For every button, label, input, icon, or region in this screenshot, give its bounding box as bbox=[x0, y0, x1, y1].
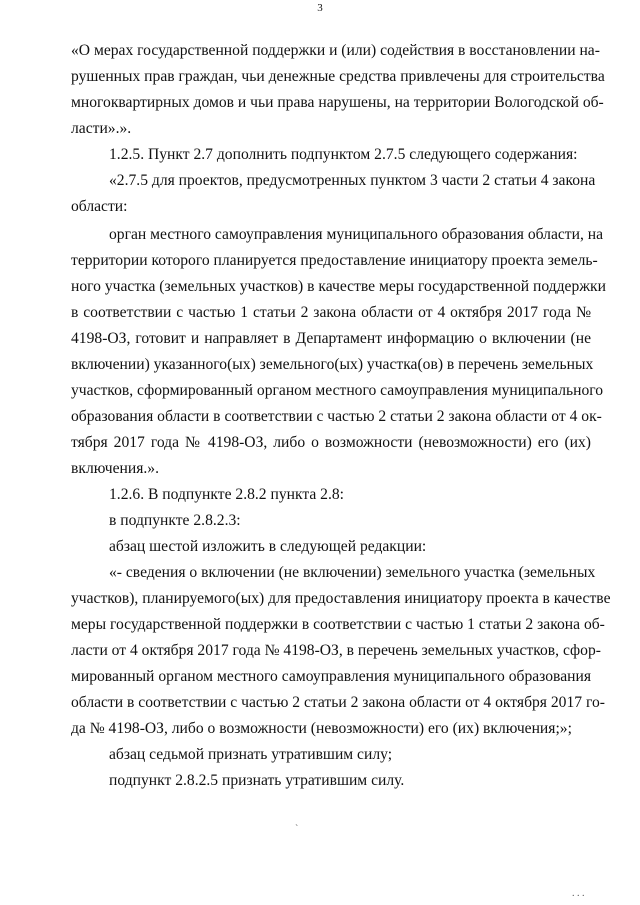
scan-mark: ` bbox=[295, 824, 299, 835]
text-line: включении) указанного(ых) земельного(ых) участка(ов) в перечень земельных bbox=[71, 356, 594, 373]
text-line: да № 4198-ОЗ, либо о возможности (невозможности) его (их) включения;»; bbox=[71, 720, 572, 737]
text-line: территории которого планируется предоставление инициатору проекта земель- bbox=[71, 252, 598, 269]
text-line: области в соответствии с частью 2 статьи 2 закона области от 4 октября 2017 го- bbox=[71, 694, 605, 711]
text-line: области: bbox=[71, 198, 128, 215]
text-line: ласти».». bbox=[71, 120, 132, 137]
text-line: тября 2017 года № 4198-ОЗ, либо о возможности (невозможности) его (их) bbox=[71, 434, 591, 451]
text-line: 1.2.5. Пункт 2.7 дополнить подпунктом 2.7.5 следующего содержания: bbox=[109, 146, 578, 163]
text-line: в подпункте 2.8.2.3: bbox=[109, 512, 241, 529]
text-line: 1.2.6. В подпункте 2.8.2 пункта 2.8: bbox=[109, 486, 344, 503]
text-line: меры государственной поддержки в соответствии с частью 1 статьи 2 закона об- bbox=[71, 616, 605, 633]
text-line: образования области в соответствии с частью 2 статьи 2 закона области от 4 ок- bbox=[71, 408, 602, 425]
text-line: мированный органом местного самоуправления муниципального образования bbox=[71, 668, 591, 685]
text-line: подпункт 2.8.2.5 признать утратившим силу. bbox=[109, 772, 405, 789]
text-line: орган местного самоуправления муниципального образования области, на bbox=[109, 226, 604, 243]
scan-dots: . . . bbox=[572, 888, 585, 899]
text-line: ласти от 4 октября 2017 года № 4198-ОЗ, в перечень земельных участков, сфор- bbox=[71, 642, 601, 659]
page-number: 3 bbox=[317, 2, 323, 14]
text-line: ного участка (земельных участков) в качестве меры государственной поддержки bbox=[71, 278, 606, 295]
text-line: участков), планируемого(ых) для предоставления инициатору проекта в качестве bbox=[71, 590, 611, 607]
text-line: абзац шестой изложить в следующей редакции: bbox=[109, 538, 427, 555]
text-line: участков, сформированный органом местного самоуправления муниципального bbox=[71, 382, 604, 399]
text-line: многоквартирных домов и чьи права нарушены, на территории Вологодской об- bbox=[71, 94, 604, 111]
text-line: «2.7.5 для проектов, предусмотренных пунктом 3 части 2 статьи 4 закона bbox=[109, 172, 596, 189]
text-line: включения.». bbox=[71, 460, 159, 477]
text-line: рушенных прав граждан, чьи денежные средства привлечены для строительства bbox=[71, 68, 605, 85]
text-line: в соответствии с частью 1 статьи 2 закона области от 4 октября 2017 года № bbox=[71, 304, 591, 321]
text-line: абзац седьмой признать утратившим силу; bbox=[109, 746, 393, 763]
text-line: «- сведения о включении (не включении) земельного участка (земельных bbox=[109, 564, 596, 581]
text-line: «О мерах государственной поддержки и (или) содействия в восстановлении на- bbox=[71, 42, 600, 59]
text-line: 4198-ОЗ, готовит и направляет в Департамент информацию о включении (не bbox=[71, 330, 591, 347]
